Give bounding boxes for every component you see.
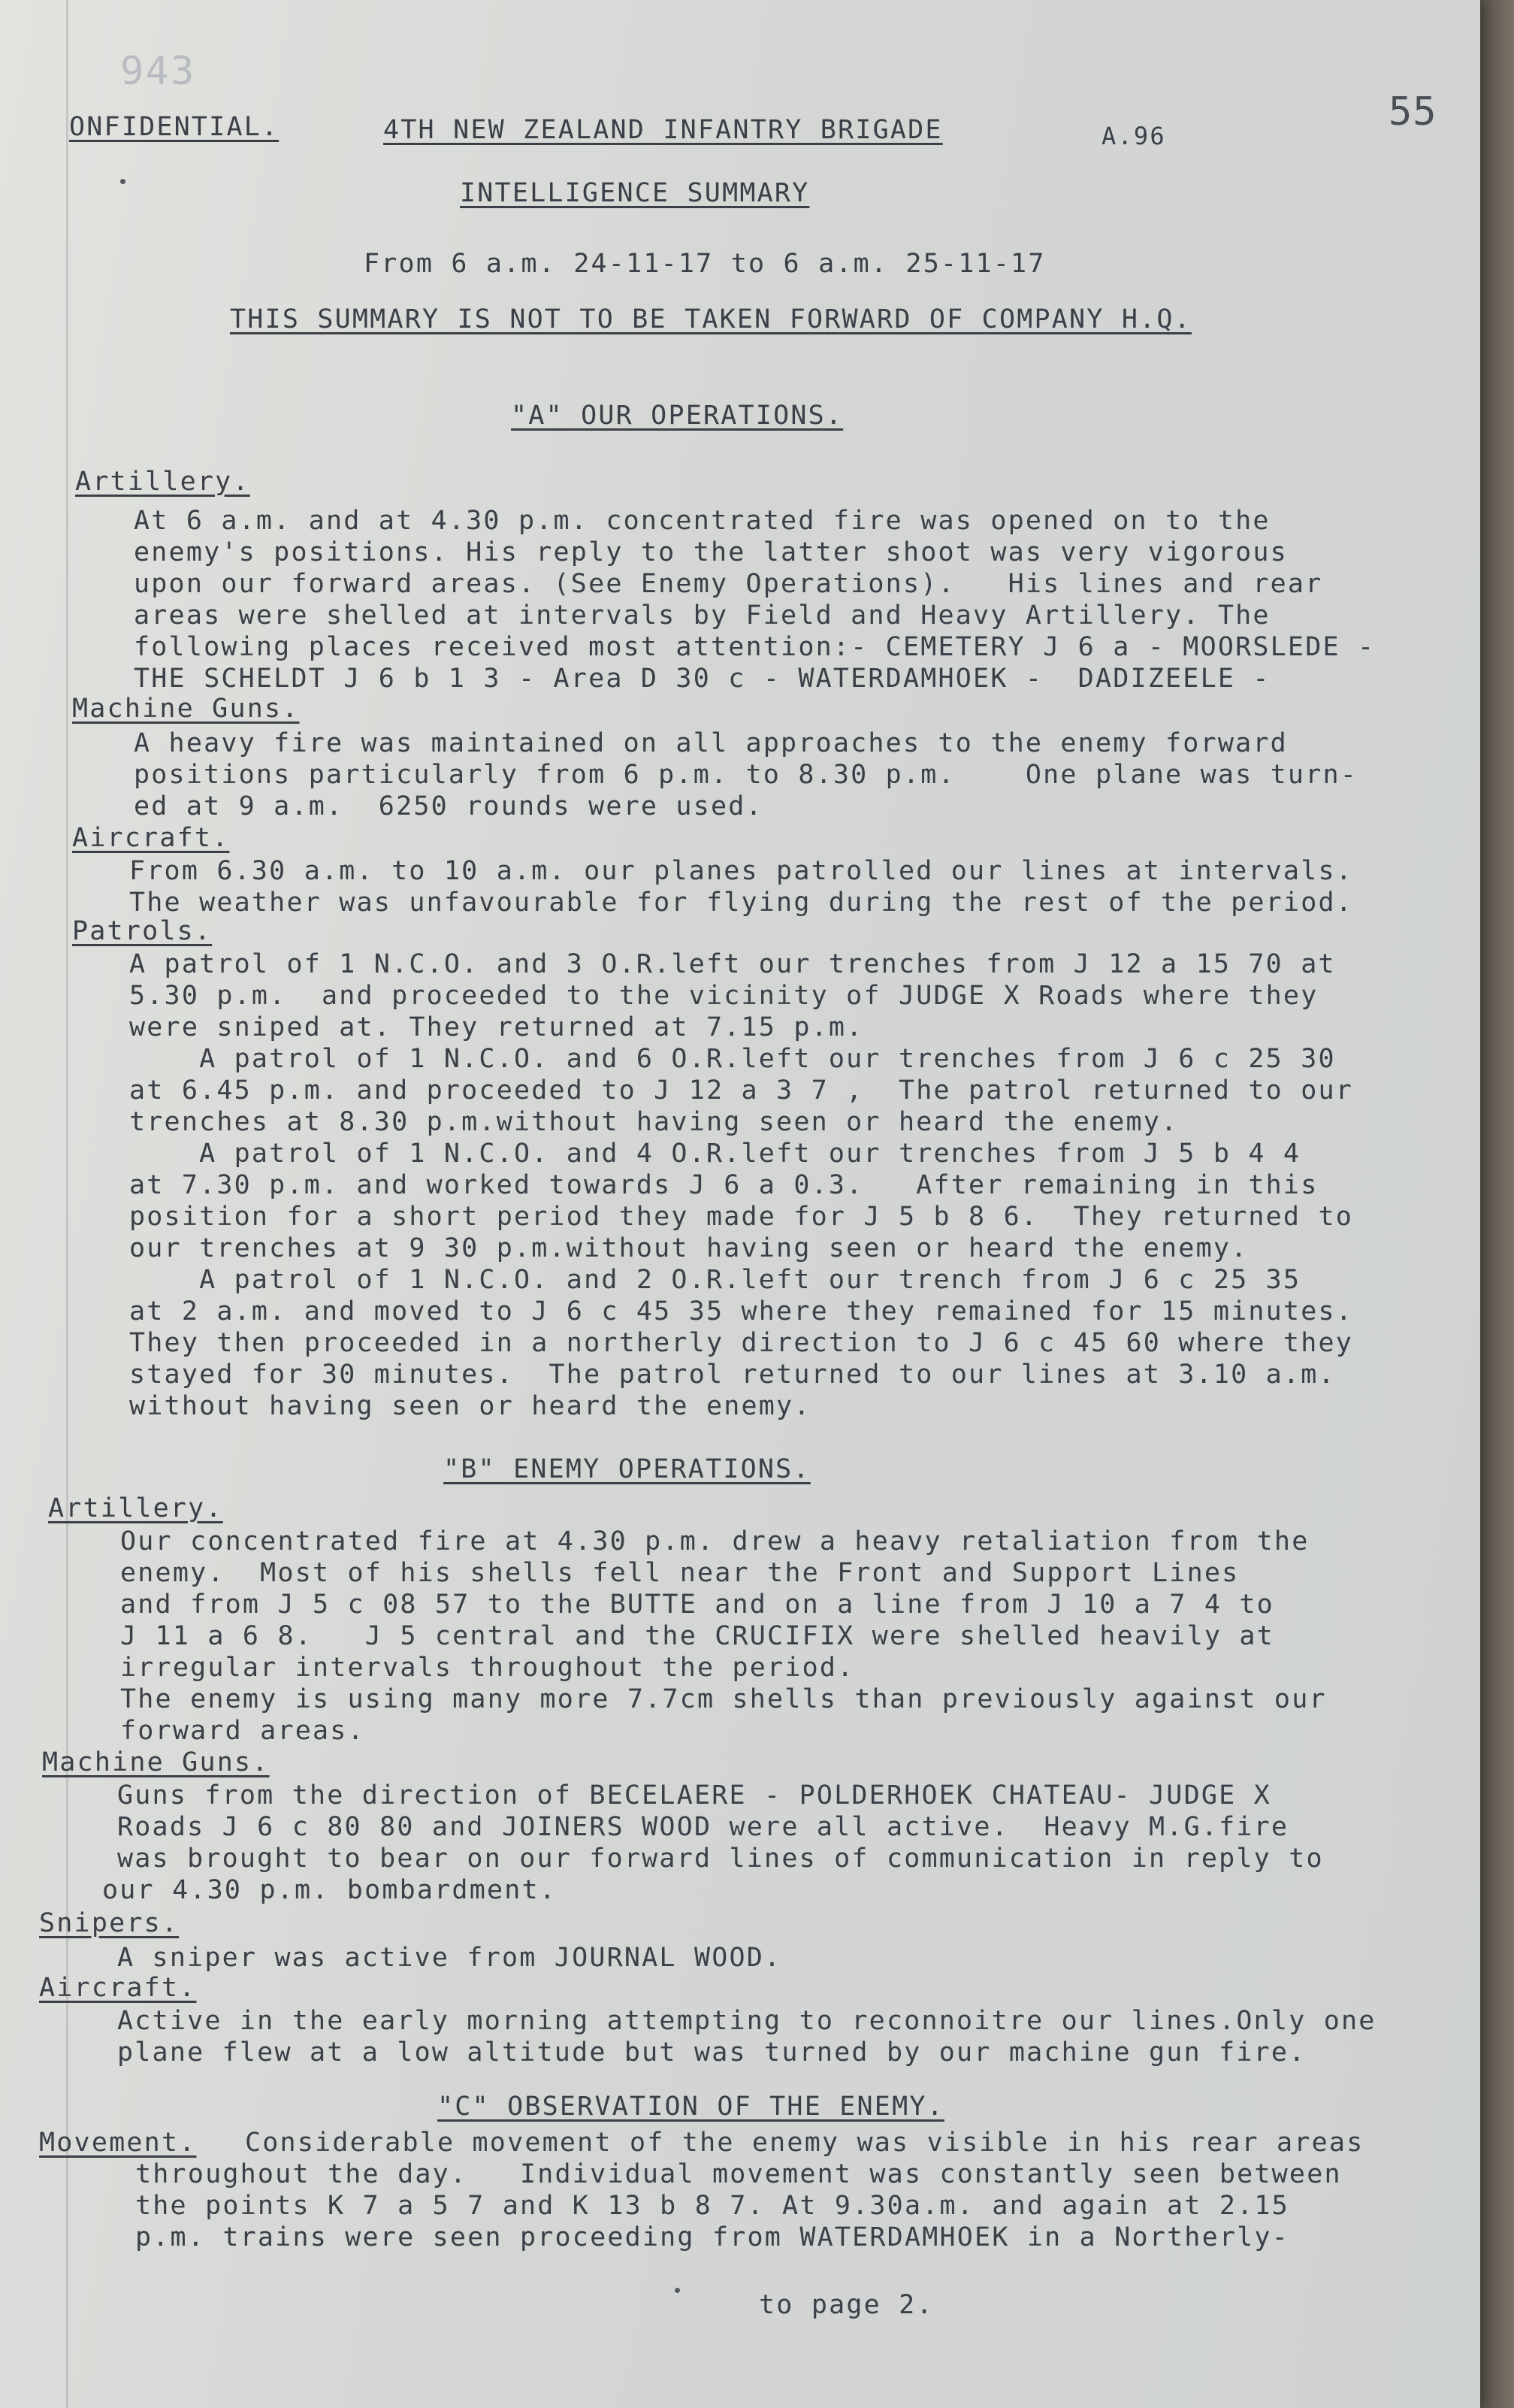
b-snipers-line: A sniper was active from JOURNAL WOOD. [117, 1943, 782, 1973]
b-artillery-line: irregular intervals throughout the period. [120, 1653, 855, 1683]
a-aircraft-line: From 6.30 a.m. to 10 a.m. our planes patrolled our lines at intervals. [129, 856, 1354, 886]
a-machine-guns-line: A heavy fire was maintained on all approaches to the enemy forward [134, 728, 1288, 758]
a-machine-guns-heading: Machine Guns. [72, 694, 300, 724]
a-patrols-line: at 6.45 p.m. and proceeded to J 12 a 3 7 , The patrol returned to our [129, 1075, 1354, 1106]
b-machine-guns-heading: Machine Guns. [42, 1747, 270, 1777]
reference-number: A.96 [1102, 122, 1166, 150]
a-patrols-heading: Patrols. [72, 916, 213, 946]
c-movement-line: the points K 7 a 5 7 and K 13 b 8 7. At 9.30a.m. and again at 2.15 [135, 2191, 1289, 2221]
b-machine-guns-line: Guns from the direction of BECELAERE - POLDERHOEK CHATEAU- JUDGE X [117, 1780, 1271, 1811]
continuation-note: to page 2. [759, 2290, 934, 2320]
b-artillery-line: enemy. Most of his shells fell near the Front and Support Lines [120, 1558, 1240, 1588]
a-patrols-line: A patrol of 1 N.C.O. and 4 O.R.left our trenches from J 5 b 4 4 [129, 1139, 1301, 1169]
page-number: 55 [1389, 89, 1437, 135]
desk-edge [1480, 0, 1514, 2408]
unit-title: 4TH NEW ZEALAND INFANTRY BRIGADE [383, 115, 943, 145]
a-aircraft-heading: Aircraft. [72, 823, 230, 853]
a-patrols-line: stayed for 30 minutes. The patrol returned to our lines at 3.10 a.m. [129, 1360, 1336, 1390]
b-aircraft-line: Active in the early morning attempting to reconnoitre our lines.Only one [117, 2006, 1377, 2036]
a-artillery-line: following places received most attention:- CEMETERY J 6 a - MOORSLEDE - [134, 632, 1376, 662]
a-patrols-line: at 7.30 p.m. and worked towards J 6 a 0.3. After remaining in this [129, 1170, 1319, 1200]
a-artillery-line: At 6 a.m. and at 4.30 p.m. concentrated fire was opened on to the [134, 506, 1271, 536]
a-patrols-line: A patrol of 1 N.C.O. and 3 O.R.left our trenches from J 12 a 15 70 at [129, 949, 1336, 979]
a-artillery-heading: Artillery. [75, 467, 250, 497]
a-patrols-line: A patrol of 1 N.C.O. and 2 O.R.left our trench from J 6 c 25 35 [129, 1265, 1301, 1295]
a-artillery-line: upon our forward areas. (See Enemy Operations). His lines and rear [134, 569, 1323, 599]
b-machine-guns-line: was brought to bear on our forward lines of communication in reply to [117, 1844, 1324, 1874]
stamp-number: 943 [120, 49, 196, 94]
a-patrols-line: were sniped at. They returned at 7.15 p.m. [129, 1012, 864, 1042]
b-snipers-heading: Snipers. [39, 1908, 180, 1938]
section-a-heading: "A" OUR OPERATIONS. [511, 401, 844, 431]
a-artillery-line: areas were shelled at intervals by Field and Heavy Artillery. The [134, 600, 1271, 631]
b-artillery-line: and from J 5 c 08 57 to the BUTTE and on a line from J 10 a 7 4 to [120, 1590, 1274, 1620]
c-movement-line: throughout the day. Individual movement was constantly seen between [135, 2159, 1342, 2189]
b-aircraft-line: plane flew at a low altitude but was turned by our machine gun fire. [117, 2037, 1307, 2068]
a-patrols-line: our trenches at 9 30 p.m.without having seen or heard the enemy. [129, 1233, 1249, 1263]
a-machine-guns-line: ed at 9 a.m. 6250 rounds were used. [134, 791, 763, 821]
b-artillery-line: J 11 a 6 8. J 5 central and the CRUCIFIX were shelled heavily at [120, 1621, 1274, 1651]
b-artillery-line: Our concentrated fire at 4.30 p.m. drew a heavy retaliation from the [120, 1526, 1310, 1556]
period-line: From 6 a.m. 24-11-17 to 6 a.m. 25-11-17 [364, 249, 1046, 279]
a-patrols-line: without having seen or heard the enemy. [129, 1391, 811, 1421]
section-c-heading: "C" OBSERVATION OF THE ENEMY. [437, 2092, 944, 2122]
a-patrols-line: 5.30 p.m. and proceeded to the vicinity of JUDGE X Roads where they [129, 981, 1319, 1011]
c-movement-line: Considerable movement of the enemy was visible in his rear areas [245, 2128, 1364, 2158]
c-movement-heading: Movement. [39, 2128, 197, 2158]
b-machine-guns-line: our 4.30 p.m. bombardment. [102, 1875, 558, 1905]
paper-mark [120, 179, 125, 184]
paper-mark [675, 2288, 680, 2293]
classification-label: ONFIDENTIAL. [69, 112, 280, 142]
section-b-heading: "B" ENEMY OPERATIONS. [443, 1454, 811, 1484]
a-artillery-line: enemy's positions. His reply to the latter shoot was very vigorous [134, 537, 1288, 567]
b-artillery-heading: Artillery. [48, 1493, 223, 1523]
a-machine-guns-line: positions particularly from 6 p.m. to 8.30 p.m. One plane was turn- [134, 760, 1358, 790]
a-patrols-line: position for a short period they made for J 5 b 8 6. They returned to [129, 1202, 1354, 1232]
a-aircraft-line: The weather was unfavourable for flying during the rest of the period. [129, 888, 1354, 918]
a-patrols-line: A patrol of 1 N.C.O. and 6 O.R.left our trenches from J 6 c 25 30 [129, 1044, 1336, 1074]
a-artillery-line: THE SCHELDT J 6 b 1 3 - Area D 30 c - WATERDAMHOEK - DADIZEELE - [134, 664, 1271, 694]
c-movement-line: p.m. trains were seen proceeding from WATERDAMHOEK in a Northerly- [135, 2222, 1289, 2252]
distribution-warning: THIS SUMMARY IS NOT TO BE TAKEN FORWARD OF COMPANY H.Q. [230, 304, 1192, 334]
a-patrols-line: at 2 a.m. and moved to J 6 c 45 35 where they remained for 15 minutes. [129, 1296, 1354, 1327]
b-machine-guns-line: Roads J 6 c 80 80 and JOINERS WOOD were all active. Heavy M.G.fire [117, 1812, 1289, 1842]
b-artillery-line: forward areas. [120, 1716, 365, 1746]
a-patrols-line: They then proceeded in a northerly direction to J 6 c 45 60 where they [129, 1328, 1354, 1358]
b-artillery-line: The enemy is using many more 7.7cm shells than previously against our [120, 1684, 1327, 1714]
b-aircraft-heading: Aircraft. [39, 1973, 197, 2003]
document-title: INTELLIGENCE SUMMARY [460, 178, 810, 208]
a-patrols-line: trenches at 8.30 p.m.without having seen or heard the enemy. [129, 1107, 1179, 1137]
